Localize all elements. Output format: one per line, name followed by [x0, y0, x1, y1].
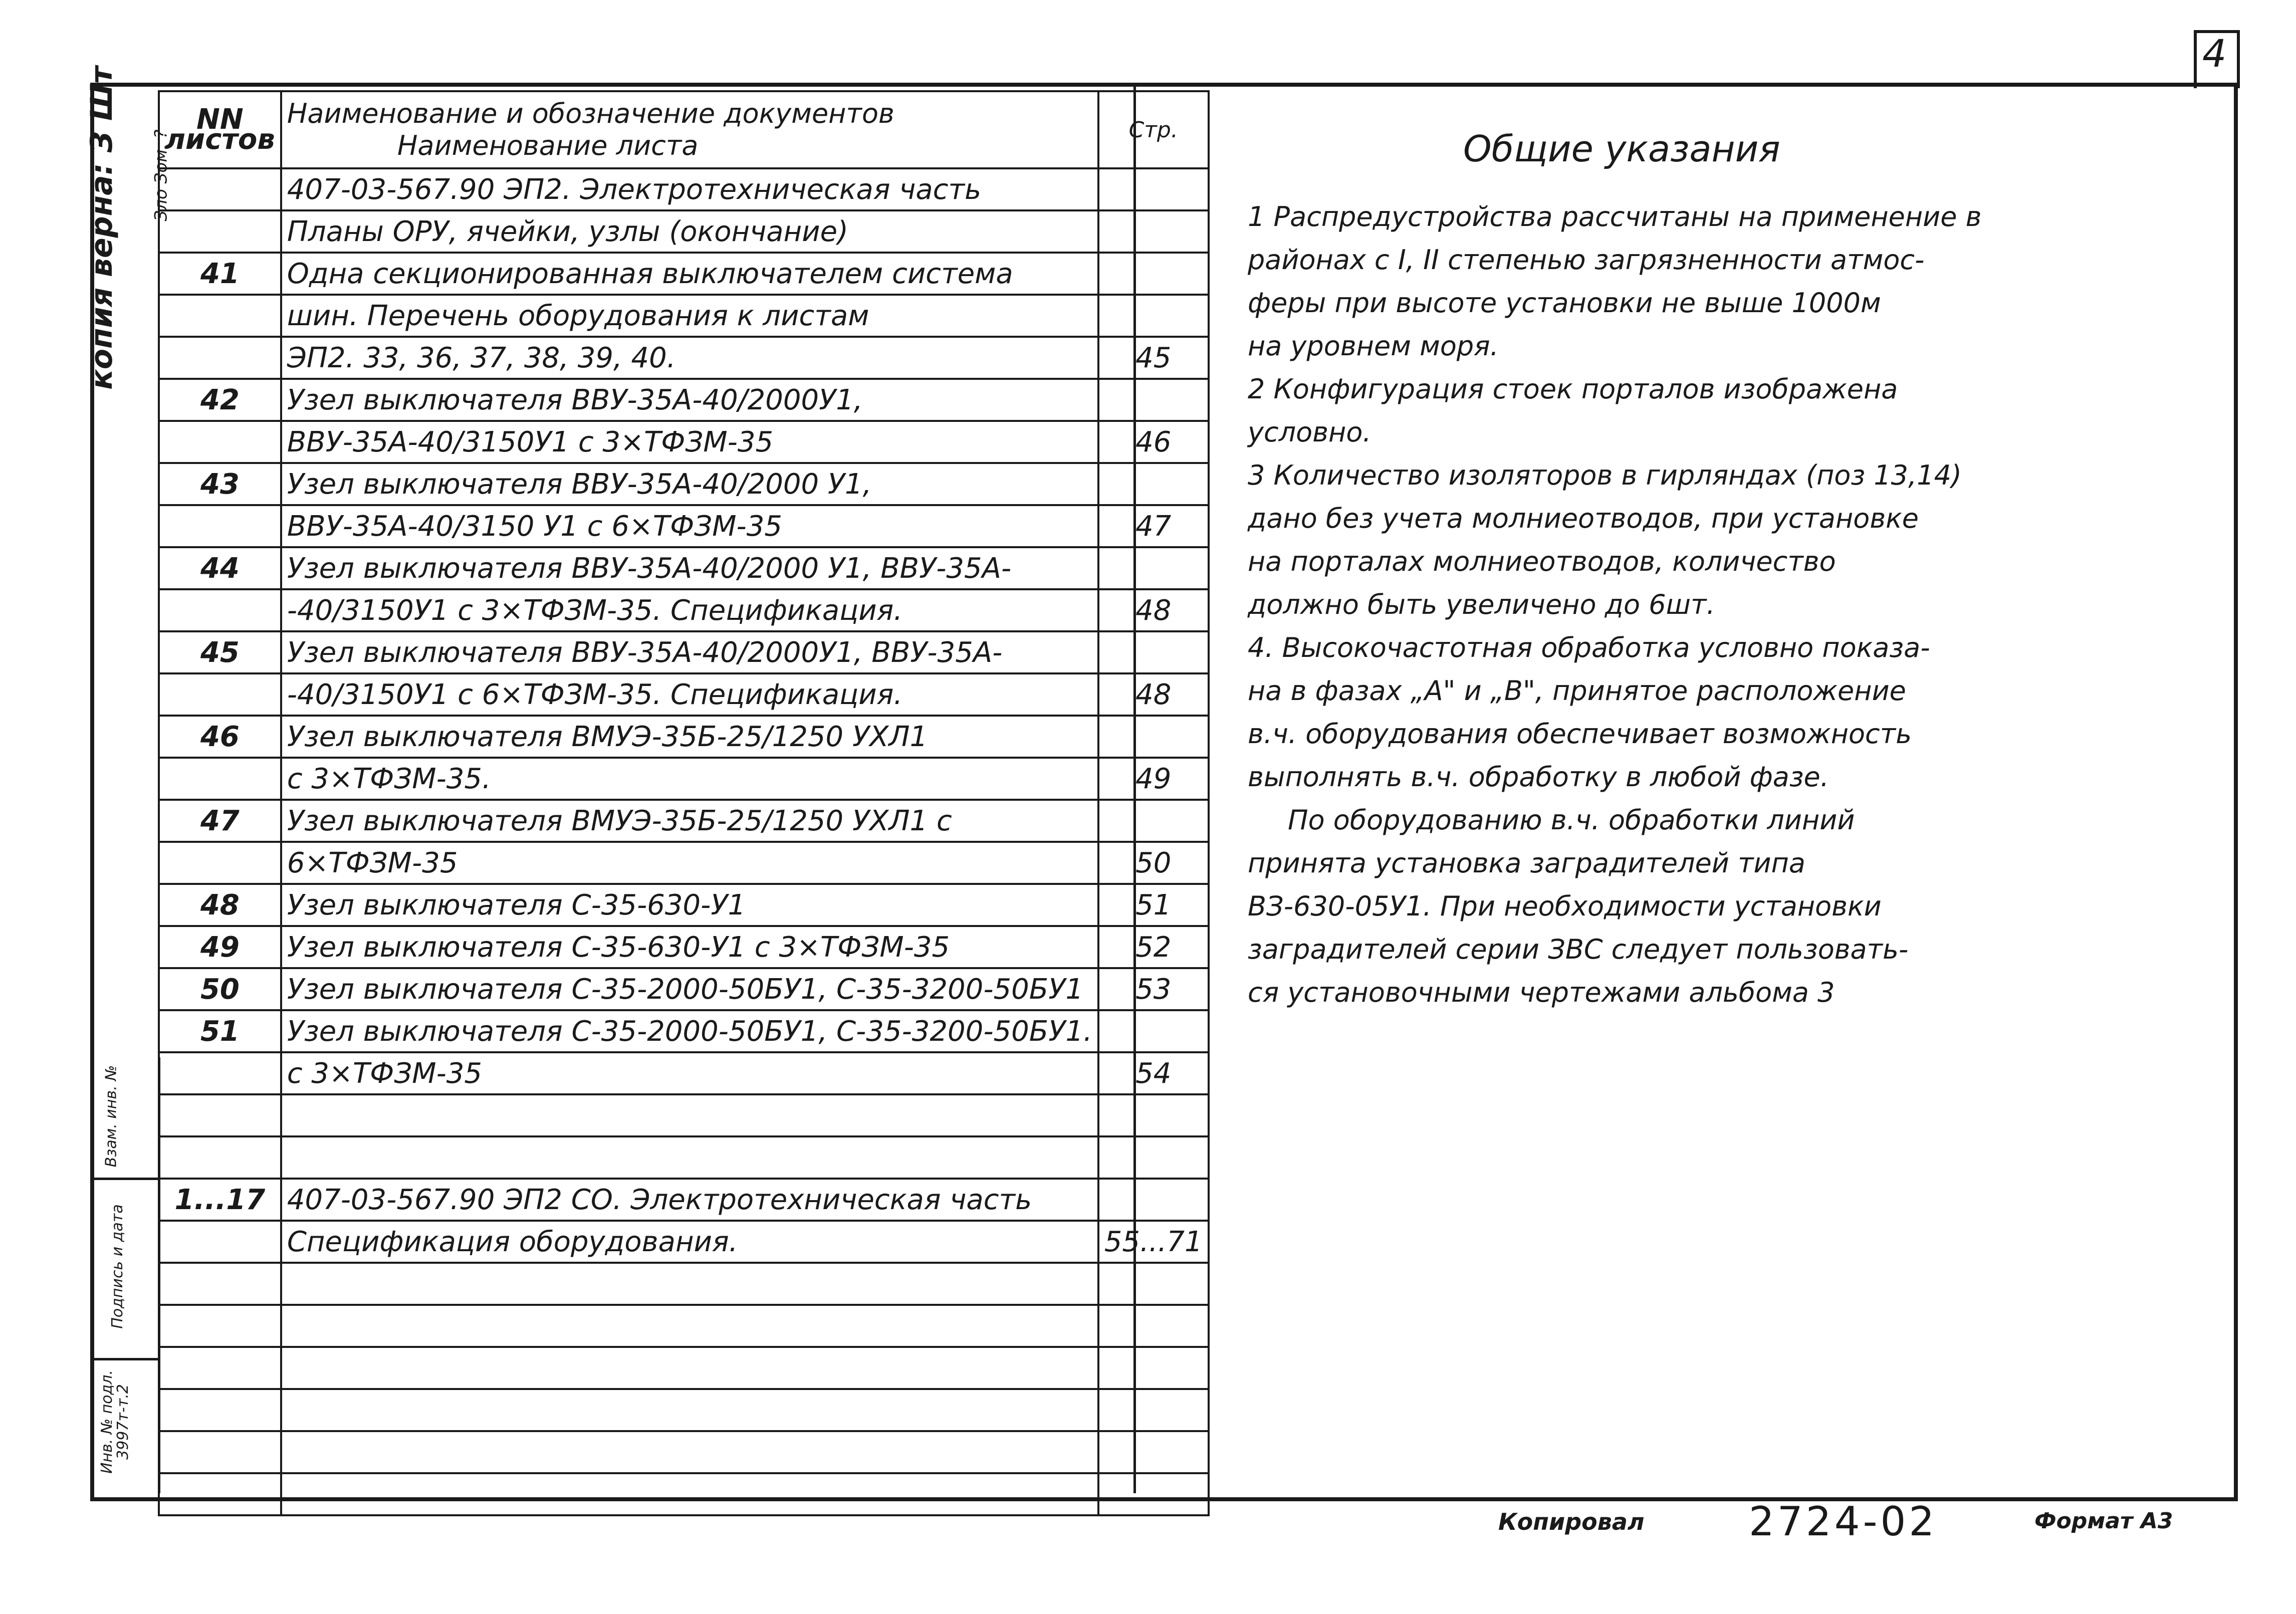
row-num: 46	[159, 716, 281, 758]
table-row	[159, 337, 1209, 379]
note-line: на уровнем моря.	[1248, 330, 1499, 362]
row-page	[1098, 1136, 1209, 1179]
note-line: дано без учета молниеотводов, при установке	[1248, 503, 1919, 534]
header-num: NN листов	[159, 91, 281, 168]
row-page	[1098, 1305, 1209, 1347]
row-num	[159, 1431, 281, 1473]
table-row	[159, 379, 1209, 421]
note-line: на в фазах „А" и „В", принятое расположение	[1248, 675, 1906, 707]
table-row	[159, 1010, 1209, 1052]
row-name: Узел выключателя ВВУ-35А-40/2000 У1,	[281, 463, 1098, 505]
note-line: на порталах молниеотводов, количество	[1248, 546, 1836, 577]
row-page	[1098, 1179, 1209, 1221]
note-line: в.ч. оборудования обеспечивает возможность	[1248, 718, 1912, 750]
row-name: ВВУ-35А-40/3150 У1 с 6×ТФЗМ-35	[281, 505, 1098, 547]
side-stamp-label-2: Подпись и дата	[108, 1204, 126, 1329]
row-num	[159, 589, 281, 631]
note-line: 3 Количество изоляторов в гирляндах (поз 13,14)	[1248, 459, 1962, 491]
header-page: Стр.	[1098, 91, 1209, 168]
row-page: 52	[1098, 926, 1209, 968]
table-row	[159, 1431, 1209, 1473]
note-line: условно.	[1248, 416, 1371, 448]
copy-verified-stamp: копия верна: З Шт	[84, 66, 119, 390]
row-page	[1098, 631, 1209, 673]
row-num	[159, 1136, 281, 1179]
row-page	[1098, 1473, 1209, 1515]
row-page: 55...71	[1098, 1221, 1209, 1263]
side-stamp-cell-signature	[90, 1178, 158, 1360]
table-row	[159, 1473, 1209, 1515]
header-name-line1: Наименование и обозначение документов	[287, 98, 894, 129]
row-name: шин. Перечень оборудования к листам	[281, 295, 1098, 337]
table-row	[159, 421, 1209, 463]
row-num: 48	[159, 884, 281, 926]
row-name: Одна секционированная выключателем система	[281, 253, 1098, 295]
row-name	[281, 1136, 1098, 1179]
row-num: 51	[159, 1010, 281, 1052]
table-row	[159, 463, 1209, 505]
row-name: Узел выключателя ВВУ-35А-40/2000 У1, ВВУ-35А-	[281, 547, 1098, 589]
side-stamp-inventory-value: 3997т-т.2	[114, 1384, 132, 1460]
table-row	[159, 589, 1209, 631]
footer-doc-number: 2724-02	[1749, 1498, 1938, 1545]
row-name	[281, 1305, 1098, 1347]
row-name	[281, 1347, 1098, 1389]
row-name: Узел выключателя С-35-2000-50БУ1, С-35-3200-50БУ1	[281, 968, 1098, 1010]
table-row	[159, 1263, 1209, 1305]
row-num	[159, 1473, 281, 1515]
table-row	[159, 210, 1209, 253]
row-page: 48	[1098, 589, 1209, 631]
note-line: 4. Высокочастотная обработка условно показа-	[1248, 632, 1930, 663]
row-num	[159, 168, 281, 210]
row-name: -40/3150У1 с 6×ТФЗМ-35. Спецификация.	[281, 673, 1098, 716]
row-page: 51	[1098, 884, 1209, 926]
row-num: 45	[159, 631, 281, 673]
row-num: 42	[159, 379, 281, 421]
row-page: 54	[1098, 1052, 1209, 1094]
table-row	[159, 1136, 1209, 1179]
table-row	[159, 505, 1209, 547]
side-stamp	[90, 1057, 160, 1493]
note-line: заградителей серии ЗВС следует пользовать-	[1248, 934, 1909, 965]
table-row	[159, 1094, 1209, 1136]
row-name: ЭП2. 33, 36, 37, 38, 39, 40.	[281, 337, 1098, 379]
row-page: 47	[1098, 505, 1209, 547]
sheets-table	[158, 90, 1210, 1516]
row-page	[1098, 547, 1209, 589]
row-num	[159, 337, 281, 379]
row-name: 6×ТФЗМ-35	[281, 842, 1098, 884]
footer-copied: Копировал	[1498, 1508, 1645, 1535]
table-row	[159, 968, 1209, 1010]
row-name: с 3×ТФЗМ-35	[281, 1052, 1098, 1094]
row-name: Узел выключателя ВМУЭ-35Б-25/1250 УХЛ1 с	[281, 800, 1098, 842]
row-name: Узел выключателя ВМУЭ-35Б-25/1250 УХЛ1	[281, 716, 1098, 758]
row-name	[281, 1094, 1098, 1136]
row-page	[1098, 1010, 1209, 1052]
page-number: 4	[2202, 31, 2227, 76]
row-name: ВВУ-35А-40/3150У1 с 3×ТФЗМ-35	[281, 421, 1098, 463]
notes-body	[1248, 195, 2200, 1014]
row-name: 407-03-567.90 ЭП2 СО. Электротехническая часть	[281, 1179, 1098, 1221]
header-name	[281, 91, 1098, 168]
row-name: -40/3150У1 с 3×ТФЗМ-35. Спецификация.	[281, 589, 1098, 631]
row-num	[159, 758, 281, 800]
side-stamp-cell-replacement	[90, 1057, 158, 1180]
row-page: 48	[1098, 673, 1209, 716]
table-row	[159, 253, 1209, 295]
row-num: 1...17	[159, 1179, 281, 1221]
table-row	[159, 295, 1209, 337]
note-line: принята установка заградителей типа	[1248, 847, 1806, 879]
notes-title: Общие указания	[1463, 128, 1780, 170]
table-row	[159, 1179, 1209, 1221]
row-num	[159, 1347, 281, 1389]
row-num: 41	[159, 253, 281, 295]
row-num	[159, 673, 281, 716]
row-num	[159, 1389, 281, 1431]
row-page	[1098, 463, 1209, 505]
row-name: 407-03-567.90 ЭП2. Электротехническая часть	[281, 168, 1098, 210]
table-row	[159, 1389, 1209, 1431]
row-num	[159, 1052, 281, 1094]
row-name: Узел выключателя ВВУ-35А-40/2000У1,	[281, 379, 1098, 421]
row-page	[1098, 1347, 1209, 1389]
row-num: 43	[159, 463, 281, 505]
row-num: 47	[159, 800, 281, 842]
note-line: районах с I, II степенью загрязненности атмос-	[1248, 244, 1925, 276]
row-page	[1098, 295, 1209, 337]
note-line: По оборудованию в.ч. обработки линий	[1288, 804, 1855, 836]
row-num: 44	[159, 547, 281, 589]
note-line: ся установочными чертежами альбома 3	[1248, 977, 1835, 1008]
table-row	[159, 673, 1209, 716]
row-name: Узел выключателя С-35-2000-50БУ1, С-35-3200-50БУ1.	[281, 1010, 1098, 1052]
row-page: 46	[1098, 421, 1209, 463]
row-page	[1098, 168, 1209, 210]
side-stamp-label-1: Взам. инв. №	[102, 1065, 120, 1168]
row-num	[159, 1094, 281, 1136]
row-page: 50	[1098, 842, 1209, 884]
row-page	[1098, 1389, 1209, 1431]
row-name	[281, 1389, 1098, 1431]
row-name	[281, 1263, 1098, 1305]
footer-format: Формат А3	[2034, 1508, 2173, 1534]
row-num	[159, 505, 281, 547]
row-page	[1098, 716, 1209, 758]
note-line: ВЗ-630-05У1. При необходимости установки	[1248, 890, 1882, 922]
row-page: 53	[1098, 968, 1209, 1010]
table-row	[159, 631, 1209, 673]
row-page	[1098, 800, 1209, 842]
row-page: 45	[1098, 337, 1209, 379]
row-num	[159, 421, 281, 463]
row-name: с 3×ТФЗМ-35.	[281, 758, 1098, 800]
table-row	[159, 168, 1209, 210]
row-name: Узел выключателя ВВУ-35А-40/2000У1, ВВУ-35А-	[281, 631, 1098, 673]
row-num	[159, 210, 281, 253]
row-page	[1098, 253, 1209, 295]
row-page	[1098, 210, 1209, 253]
row-num	[159, 842, 281, 884]
table-row	[159, 926, 1209, 968]
note-line: 1 Распредустройства рассчитаны на применение в	[1248, 201, 1982, 233]
row-num: 50	[159, 968, 281, 1010]
table-row	[159, 1347, 1209, 1389]
row-num	[159, 1263, 281, 1305]
row-num: 49	[159, 926, 281, 968]
note-line: должно быть увеличено до 6шт.	[1248, 589, 1715, 620]
row-name	[281, 1431, 1098, 1473]
row-page	[1098, 1431, 1209, 1473]
row-num	[159, 1221, 281, 1263]
table-row	[159, 1305, 1209, 1347]
note-line: 2 Конфигурация стоек порталов изображена	[1248, 373, 1898, 405]
row-num	[159, 295, 281, 337]
table-row	[159, 842, 1209, 884]
table-row	[159, 716, 1209, 758]
row-num	[159, 1305, 281, 1347]
row-name: Узел выключателя С-35-630-У1 с 3×ТФЗМ-35	[281, 926, 1098, 968]
row-name	[281, 1473, 1098, 1515]
row-name: Спецификация оборудования.	[281, 1221, 1098, 1263]
header-name-line2: Наименование листа	[397, 130, 699, 161]
row-name: Планы ОРУ, ячейки, узлы (окончание)	[281, 210, 1098, 253]
side-stamp-cell-inventory	[90, 1358, 158, 1493]
row-page: 49	[1098, 758, 1209, 800]
row-page	[1098, 1263, 1209, 1305]
row-page	[1098, 1094, 1209, 1136]
row-name: Узел выключателя С-35-630-У1	[281, 884, 1098, 926]
table-row	[159, 547, 1209, 589]
table-row	[159, 1221, 1209, 1263]
table-row	[159, 884, 1209, 926]
table-row	[159, 1052, 1209, 1094]
table-row	[159, 800, 1209, 842]
note-line: феры при высоте установки не выше 1000м	[1248, 287, 1881, 319]
table-header	[159, 91, 1209, 168]
row-page	[1098, 379, 1209, 421]
table-row	[159, 758, 1209, 800]
note-line: выполнять в.ч. обработку в любой фазе.	[1248, 761, 1829, 793]
side-label: Зло Зом. ?	[151, 129, 171, 221]
side-stamp-label-3: Инв. № подл.	[98, 1370, 116, 1474]
